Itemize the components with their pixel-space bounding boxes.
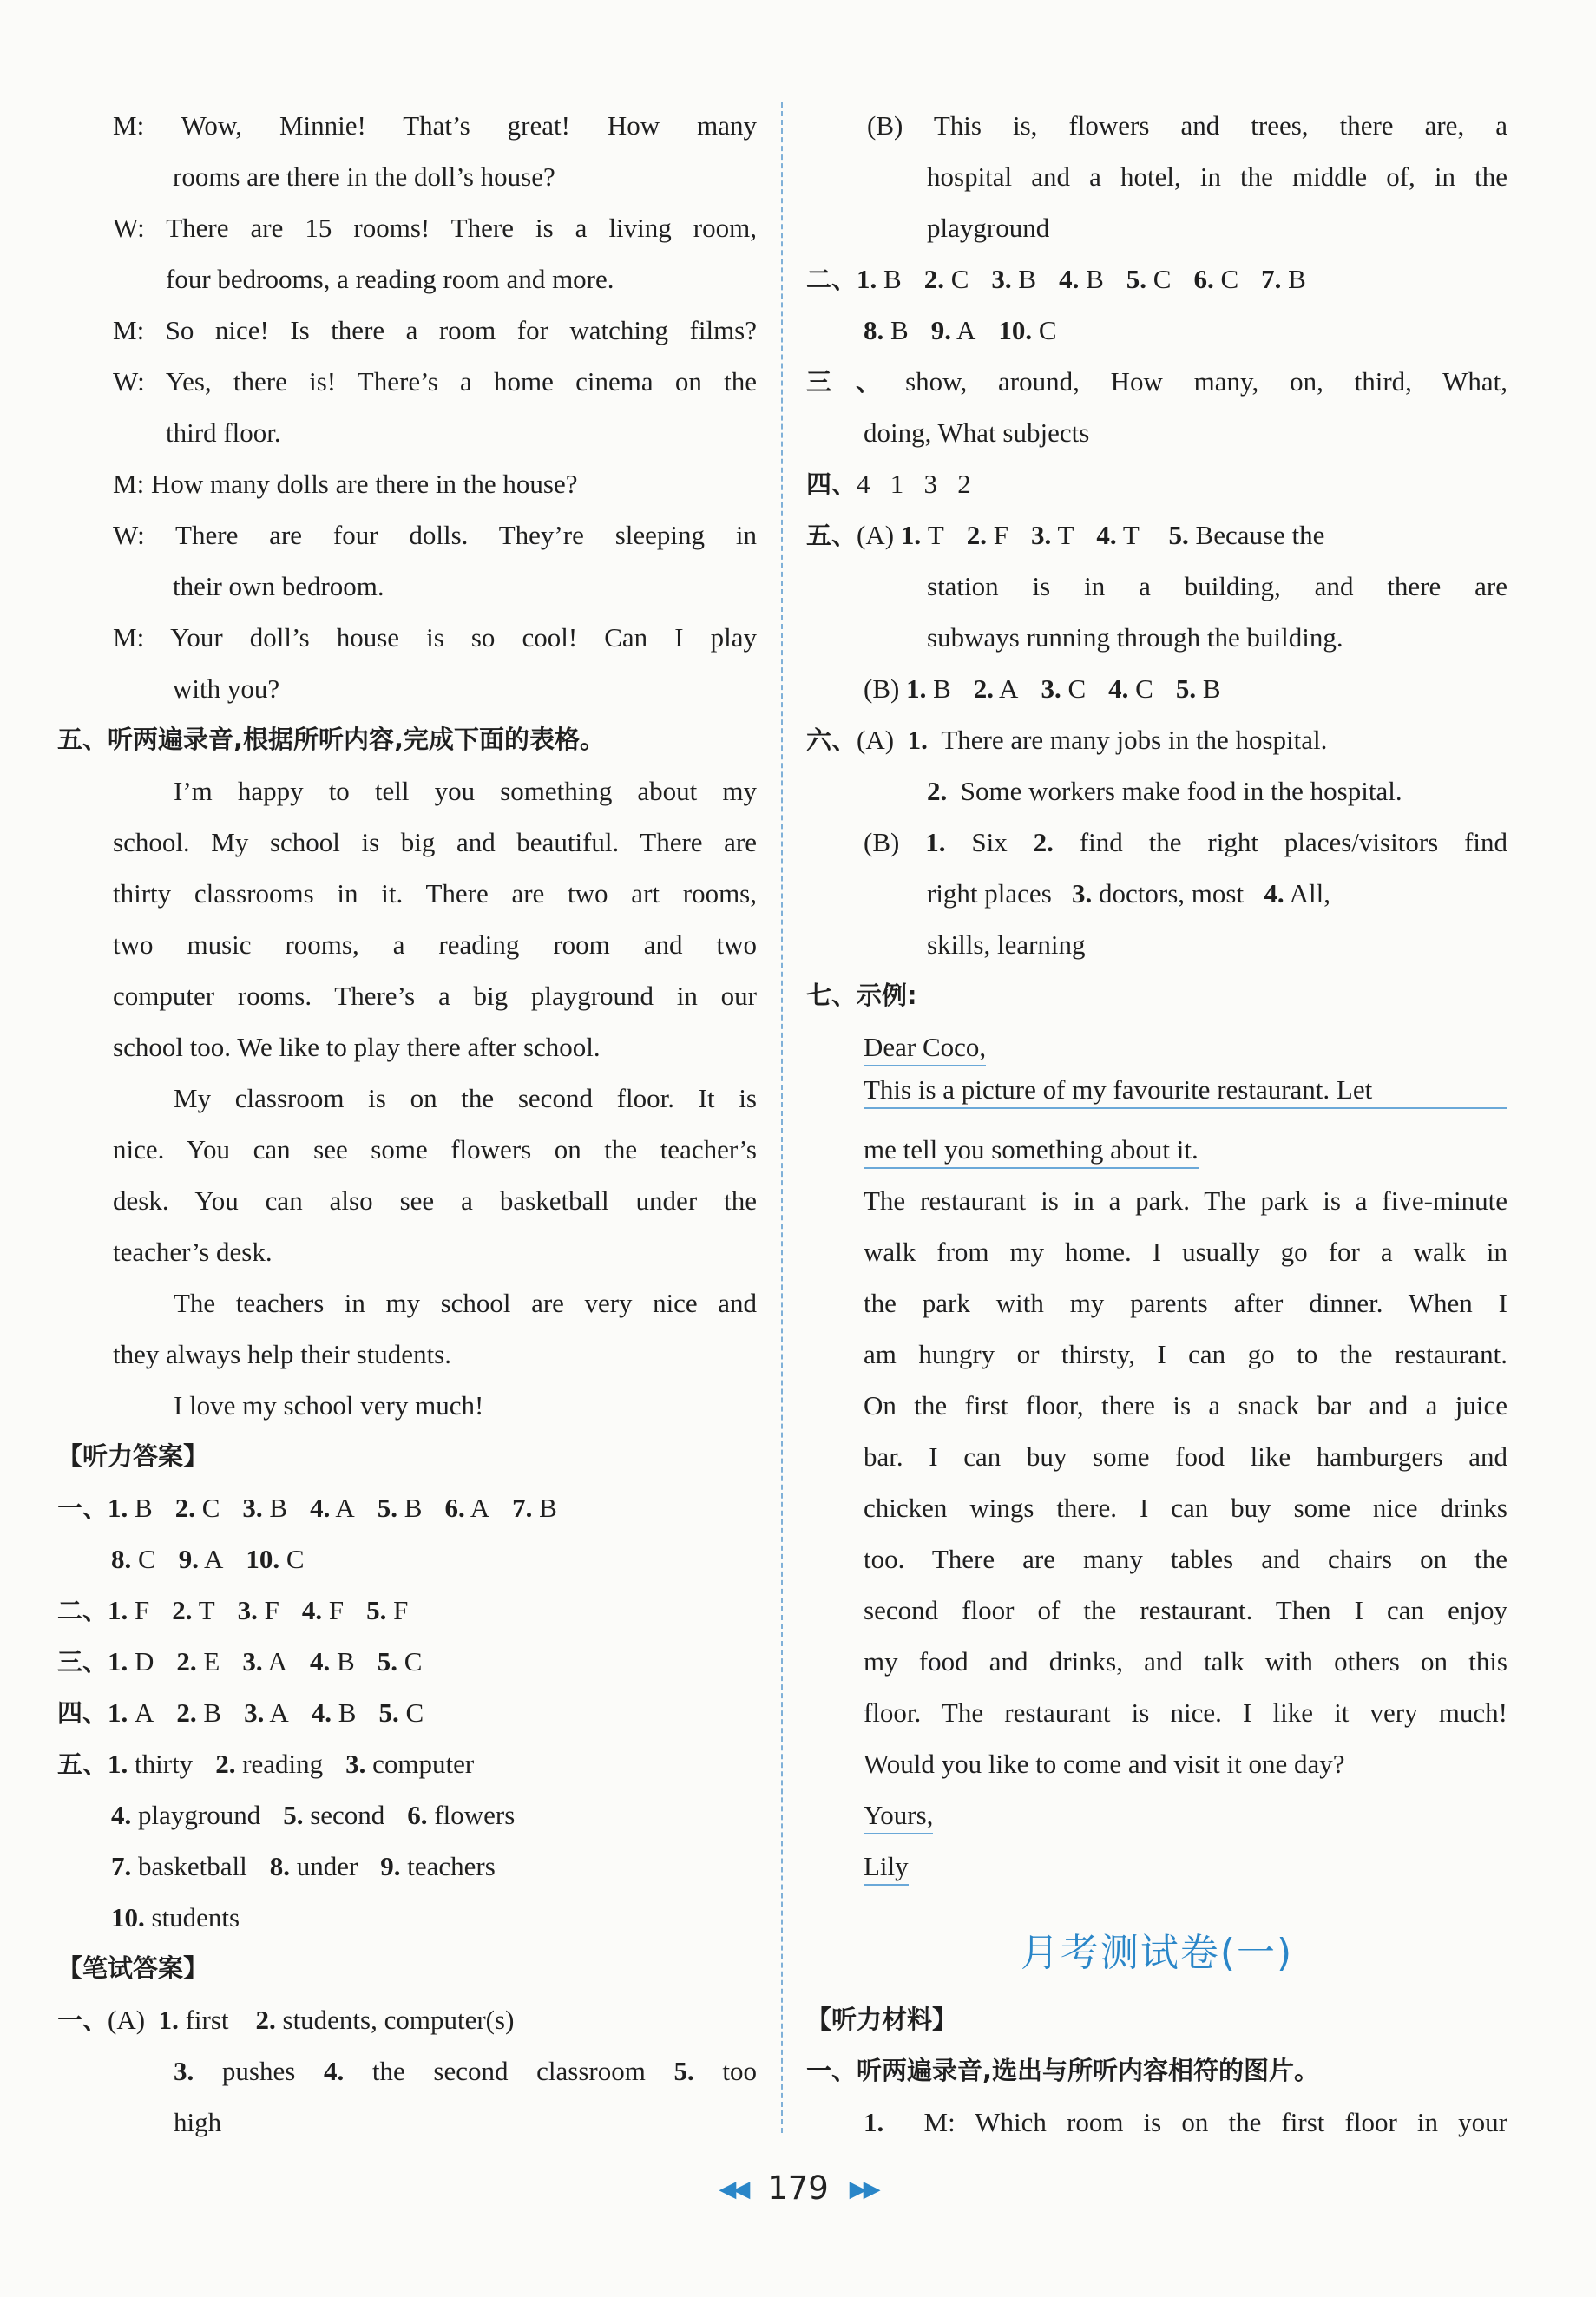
- answer-item: [244, 1697, 289, 1728]
- answer-value: C: [1213, 264, 1239, 294]
- answer-number: 4.: [311, 1697, 332, 1728]
- prev-page-icon[interactable]: ◀◀: [719, 2176, 747, 2202]
- answer-number: 5.: [377, 1493, 398, 1523]
- dialog-line: M: So nice! Is there a room for watching films?: [113, 315, 758, 345]
- answer-value: F: [386, 1595, 409, 1625]
- dialog-line: M: Wow, Minnie! That’s great! How many: [113, 110, 757, 141]
- answer-value: A: [198, 1544, 224, 1574]
- answer-number: 3.: [237, 1595, 258, 1625]
- answer-value: F: [987, 520, 1008, 550]
- answer-number: 4.: [1096, 520, 1117, 550]
- answer-item: [111, 1544, 156, 1574]
- answer-value: second: [303, 1800, 385, 1830]
- answer-number: 3.: [244, 1697, 265, 1728]
- answer-item: [108, 1646, 154, 1677]
- written-answers-heading: 【笔试答案】: [57, 1953, 209, 1983]
- passage-line: school too. We like to play there after school.: [113, 1032, 601, 1062]
- answer-row: (B) 1. Six 2. find the right places/visitors find: [864, 827, 1508, 857]
- answer-row: station is in a building, and there are: [927, 571, 1507, 601]
- answer-row: (B) 1. B 2. A 3. C 4. C 5. B: [864, 673, 1221, 704]
- answer-value: B: [1196, 673, 1221, 704]
- answer-item: [108, 1697, 154, 1728]
- listening-answers-heading: 【听力答案】: [57, 1441, 209, 1471]
- answer-row: 四、1. A 2. B 3. A 4. B 5. C: [57, 1697, 424, 1728]
- answer-item: [1041, 673, 1086, 704]
- answer-item: [179, 1544, 224, 1574]
- answer-item: [444, 1493, 489, 1523]
- column-divider: [781, 102, 783, 2133]
- answer-number: 1.: [900, 520, 922, 550]
- answer-item: [345, 1749, 474, 1779]
- answer-value: flowers: [427, 1800, 516, 1830]
- answer-value: B: [1011, 264, 1037, 294]
- letter-line: The restaurant is in a park. The park is a five-minute: [864, 1185, 1507, 1216]
- answer-item: [242, 1493, 287, 1523]
- answer-row: 一、1. B 2. C 3. B 4. A 5. B 6. A 7. B: [57, 1493, 557, 1523]
- dialog-line: M: How many dolls are there in the house?: [113, 469, 578, 499]
- answer-item: [924, 264, 969, 294]
- next-page-icon[interactable]: ▶▶: [849, 2176, 877, 2202]
- answer-number: 5.: [366, 1595, 387, 1625]
- answer-row: [57, 1892, 757, 1943]
- answer-row: 五、(A) 1. T 2. F 3. T 4. T 5. Because the: [806, 520, 1325, 550]
- answer-item: [901, 520, 944, 550]
- answer-number: 4.: [310, 1493, 331, 1523]
- answer-number: 2.: [172, 1595, 193, 1625]
- passage-line: computer rooms. There’s a big playground in our: [113, 981, 757, 1011]
- answer-item: [1108, 673, 1153, 704]
- answer-item: [242, 1646, 287, 1677]
- passage-line: I’m happy to tell you something about my: [174, 776, 757, 806]
- answer-number: 2.: [973, 673, 995, 704]
- answer-value: teachers: [400, 1851, 496, 1881]
- answer-row: [806, 305, 1507, 356]
- letter-line: the park with my parents after dinner. When I: [864, 1288, 1507, 1318]
- answer-value: D: [128, 1646, 154, 1677]
- answer-value: B: [330, 1646, 355, 1677]
- answer-number: 3.: [345, 1749, 366, 1779]
- answer-number: 8.: [111, 1544, 132, 1574]
- answer-number: 9.: [178, 1544, 199, 1574]
- answer-item: [864, 315, 909, 345]
- answer-item: [1176, 673, 1221, 704]
- answer-value: E: [196, 1646, 220, 1677]
- answer-number: 5.: [283, 1800, 304, 1830]
- answer-item: [270, 1851, 358, 1881]
- answer-value: A: [128, 1697, 154, 1728]
- answer-value: B: [877, 264, 902, 294]
- answer-item: [176, 1646, 220, 1677]
- answer-number: 2.: [215, 1749, 236, 1779]
- answer-number: 1.: [906, 673, 927, 704]
- answer-item: [1261, 264, 1306, 294]
- answer-number: 5.: [1175, 673, 1197, 704]
- answer-row: subways running through the building.: [927, 622, 1343, 653]
- answer-value: F: [257, 1595, 279, 1625]
- answer-item: [974, 673, 1019, 704]
- answer-value: under: [289, 1851, 358, 1881]
- answer-value: B: [532, 1493, 557, 1523]
- answer-item: [378, 1493, 423, 1523]
- letter-line: am hungry or thirsty, I can go to the restaurant.: [864, 1339, 1507, 1369]
- passage-line: two music rooms, a reading room and two: [113, 929, 757, 960]
- answer-item: [310, 1493, 355, 1523]
- answer-number: 1.: [108, 1646, 128, 1677]
- answer-item: [378, 1697, 424, 1728]
- answer-item: [366, 1595, 408, 1625]
- answer-number: 1.: [108, 1493, 128, 1523]
- answer-row: 3. pushes 4. the second classroom 5. too: [174, 2056, 758, 2086]
- question-line: 1. M: Which room is on the first floor in your: [864, 2107, 1507, 2137]
- answer-number: 4.: [301, 1595, 323, 1625]
- answer-value: C: [943, 264, 969, 294]
- answer-number: 5.: [377, 1646, 397, 1677]
- answer-item: [111, 1800, 260, 1830]
- answer-value: T: [192, 1595, 215, 1625]
- answer-row: playground: [927, 213, 1050, 243]
- passage-line: desk. You can also see a basketball under the: [113, 1185, 757, 1216]
- answer-value: B: [332, 1697, 357, 1728]
- answer-row: 二、1. B 2. C 3. B 4. B 5. C 6. C 7. B: [806, 264, 1306, 294]
- answer-value: C: [1032, 315, 1057, 345]
- section-heading: 一、听两遍录音,选出与所听内容相符的图片。: [806, 2056, 1320, 2085]
- passage-line: thirty classrooms in it. There are two art rooms,: [113, 878, 757, 909]
- letter-line: walk from my home. I usually go for a walk in: [864, 1237, 1507, 1267]
- answer-value: A: [262, 1646, 288, 1677]
- answer-row: 六、(A) 1. There are many jobs in the hospital.: [806, 725, 1328, 755]
- answer-number: 4.: [1059, 264, 1080, 294]
- answer-item: [238, 1595, 279, 1625]
- answer-item: [111, 1902, 240, 1933]
- letter-line: my food and drinks, and talk with others on this: [864, 1646, 1507, 1677]
- answer-item: [108, 1595, 149, 1625]
- answer-item: [108, 1493, 153, 1523]
- letter-signature: Lily: [806, 1841, 1507, 1892]
- passage-line: school. My school is big and beautiful. There are: [113, 827, 757, 857]
- answer-value: A: [264, 1697, 289, 1728]
- answer-row: [57, 1789, 757, 1841]
- answer-row: 五、1. thirty 2. reading 3. computer: [57, 1749, 475, 1779]
- answer-value: B: [1079, 264, 1104, 294]
- letter-greeting: Dear Coco,: [806, 1021, 1507, 1073]
- answer-number: 3.: [1041, 673, 1061, 704]
- answer-item: [310, 1646, 355, 1677]
- answer-number: 6.: [407, 1800, 428, 1830]
- answer-number: 3.: [242, 1493, 263, 1523]
- dialog-line: four bedrooms, a reading room and more.: [166, 264, 614, 294]
- answer-item: [302, 1595, 344, 1625]
- answer-value: playground: [131, 1800, 261, 1830]
- dialog-line: W: There are four dolls. They’re sleeping in: [113, 520, 757, 550]
- answer-number: 7.: [512, 1493, 533, 1523]
- answer-row: doing, What subjects: [864, 417, 1090, 448]
- answer-value: B: [1281, 264, 1306, 294]
- answer-item: [931, 315, 976, 345]
- answer-row: hospital and a hotel, in the middle of, in the: [927, 161, 1507, 192]
- letter-intro: me tell you something about it.: [806, 1124, 1507, 1175]
- answer-item: [312, 1697, 357, 1728]
- letter-line: On the first floor, there is a snack bar and a juice: [864, 1390, 1507, 1421]
- letter-line: too. There are many tables and chairs on the: [864, 1544, 1507, 1574]
- answer-value: basketball: [131, 1851, 247, 1881]
- page-footer: [0, 2169, 1596, 2207]
- answer-number: 6.: [444, 1493, 465, 1523]
- letter-line: chicken wings there. I can buy some nice drinks: [864, 1493, 1507, 1523]
- dialog-line: W: Yes, there is! There’s a home cinema on the: [113, 366, 757, 397]
- answer-value: B: [397, 1493, 423, 1523]
- answer-number: 7.: [1261, 264, 1282, 294]
- answer-item: [1096, 520, 1139, 550]
- passage-line: nice. You can see some flowers on the teacher’s: [113, 1134, 757, 1165]
- answer-number: 4.: [111, 1800, 132, 1830]
- answer-number: 2.: [966, 520, 987, 550]
- answer-number: 10.: [246, 1544, 280, 1574]
- answer-item: [857, 264, 902, 294]
- answer-value: F: [128, 1595, 150, 1625]
- answer-number: 9.: [380, 1851, 401, 1881]
- letter-intro: This is a picture of my favourite restaurant. Let: [806, 1073, 1507, 1124]
- answer-value: A: [950, 315, 976, 345]
- dialog-line: third floor.: [166, 417, 281, 448]
- answer-number: 2.: [174, 1493, 195, 1523]
- answer-item: [1126, 264, 1172, 294]
- answer-number: 3.: [991, 264, 1012, 294]
- answer-value: students: [144, 1902, 240, 1933]
- answer-value: A: [330, 1493, 355, 1523]
- answer-value: C: [1061, 673, 1087, 704]
- answer-value: computer: [365, 1749, 475, 1779]
- dialog-line: rooms are there in the doll’s house?: [173, 161, 555, 192]
- answer-number: 3.: [1031, 520, 1052, 550]
- answer-item: [906, 673, 951, 704]
- answer-item: [380, 1851, 496, 1881]
- answer-number: 9.: [930, 315, 951, 345]
- answer-item: [108, 1749, 193, 1779]
- answer-row: high: [174, 2107, 222, 2137]
- answer-value: C: [1128, 673, 1153, 704]
- answer-number: 6.: [1193, 264, 1214, 294]
- passage-line: The teachers in my school are very nice and: [174, 1288, 757, 1318]
- answer-row: right places 3. doctors, most 4. All,: [927, 878, 1330, 909]
- answer-value: C: [397, 1646, 423, 1677]
- section-title: 月考测试卷(一): [1020, 1931, 1294, 1975]
- answer-number: 1.: [108, 1697, 128, 1728]
- answer-value: thirty: [128, 1749, 194, 1779]
- answer-item: [1193, 264, 1238, 294]
- answer-row: (B) This is, flowers and trees, there are, a: [867, 110, 1507, 141]
- answer-item: [407, 1800, 515, 1830]
- answer-number: 2.: [923, 264, 944, 294]
- answer-number: 10.: [998, 315, 1033, 345]
- dialog-line: W: There are 15 rooms! There is a living room,: [113, 213, 757, 243]
- answer-row: 三、show, around, How many, on, third, What,: [806, 366, 1507, 397]
- answer-item: [246, 1544, 304, 1574]
- answer-value: B: [883, 315, 909, 345]
- answer-row: [57, 1841, 757, 1892]
- answer-value: B: [196, 1697, 222, 1728]
- letter-line: floor. The restaurant is nice. I like it very much!: [864, 1697, 1507, 1728]
- answer-number: 2.: [176, 1697, 197, 1728]
- answer-value: C: [1146, 264, 1172, 294]
- passage-line: I love my school very much!: [174, 1390, 484, 1421]
- answer-number: 5.: [1126, 264, 1147, 294]
- section-title-block: [806, 1892, 1507, 1994]
- answer-value: A: [994, 673, 1019, 704]
- answer-number: 1.: [857, 264, 877, 294]
- answer-number: 5.: [378, 1697, 399, 1728]
- answer-item: [967, 520, 1008, 550]
- answer-number: 1.: [108, 1749, 128, 1779]
- letter-line: bar. I can buy some food like hamburgers and: [864, 1441, 1507, 1472]
- answer-item: [176, 1697, 221, 1728]
- answer-item: [1059, 264, 1104, 294]
- answer-value: A: [464, 1493, 490, 1523]
- answer-row: 四、4 1 3 2: [806, 469, 971, 499]
- answer-value: F: [322, 1595, 345, 1625]
- answer-number: 4.: [310, 1646, 331, 1677]
- left-column: [57, 100, 757, 2148]
- letter-line: Would you like to come and visit it one day?: [864, 1749, 1345, 1779]
- section-heading: 五、听两遍录音,根据所听内容,完成下面的表格。: [57, 725, 606, 754]
- answer-item: [111, 1851, 247, 1881]
- answer-item: [991, 264, 1036, 294]
- answer-value: C: [279, 1544, 305, 1574]
- page-number: 179: [767, 2169, 829, 2207]
- answer-number: 8.: [864, 315, 884, 345]
- section-heading: 七、示例:: [806, 981, 917, 1010]
- answer-item: [283, 1800, 384, 1830]
- dialog-line: with you?: [173, 673, 280, 704]
- passage-line: teacher’s desk.: [113, 1237, 273, 1267]
- answer-row: 一、(A) 1. first 2. students, computer(s): [57, 2005, 515, 2035]
- answer-value: B: [262, 1493, 288, 1523]
- answer-value: C: [131, 1544, 156, 1574]
- listening-material-heading: 【听力材料】: [806, 2005, 958, 2034]
- answer-item: [378, 1646, 423, 1677]
- answer-item: [998, 315, 1056, 345]
- letter-line: second floor of the restaurant. Then I can enjoy: [864, 1595, 1507, 1625]
- answer-value: B: [128, 1493, 153, 1523]
- passage-line: they always help their students.: [113, 1339, 451, 1369]
- answer-number: 4.: [1108, 673, 1129, 704]
- answer-value: C: [398, 1697, 424, 1728]
- answer-number: 1.: [108, 1595, 128, 1625]
- answer-item: [172, 1595, 214, 1625]
- answer-value: T: [921, 520, 944, 550]
- answer-number: 10.: [111, 1902, 145, 1933]
- answer-item: [175, 1493, 220, 1523]
- answer-item: [1031, 520, 1074, 550]
- answer-row: skills, learning: [927, 929, 1086, 960]
- dialog-line: their own bedroom.: [173, 571, 384, 601]
- answer-item: [215, 1749, 323, 1779]
- passage-line: My classroom is on the second floor. It is: [174, 1083, 757, 1113]
- letter-closing: Yours,: [806, 1789, 1507, 1841]
- dialog-line: M: Your doll’s house is so cool! Can I play: [113, 622, 757, 653]
- answer-number: 2.: [176, 1646, 197, 1677]
- answer-value: T: [1116, 520, 1140, 550]
- answer-value: T: [1051, 520, 1074, 550]
- answer-row: 二、1. F 2. T 3. F 4. F 5. F: [57, 1595, 409, 1625]
- answer-row: 2. Some workers make food in the hospital.: [927, 776, 1402, 806]
- answer-value: C: [194, 1493, 220, 1523]
- answer-row: 三、1. D 2. E 3. A 4. B 5. C: [57, 1646, 423, 1677]
- answer-number: 7.: [111, 1851, 132, 1881]
- answer-number: 3.: [242, 1646, 263, 1677]
- answer-number: 8.: [269, 1851, 290, 1881]
- answer-value: reading: [235, 1749, 324, 1779]
- answer-item: [512, 1493, 557, 1523]
- right-column: [806, 100, 1507, 2148]
- answer-value: B: [926, 673, 951, 704]
- answer-row: [57, 1533, 757, 1585]
